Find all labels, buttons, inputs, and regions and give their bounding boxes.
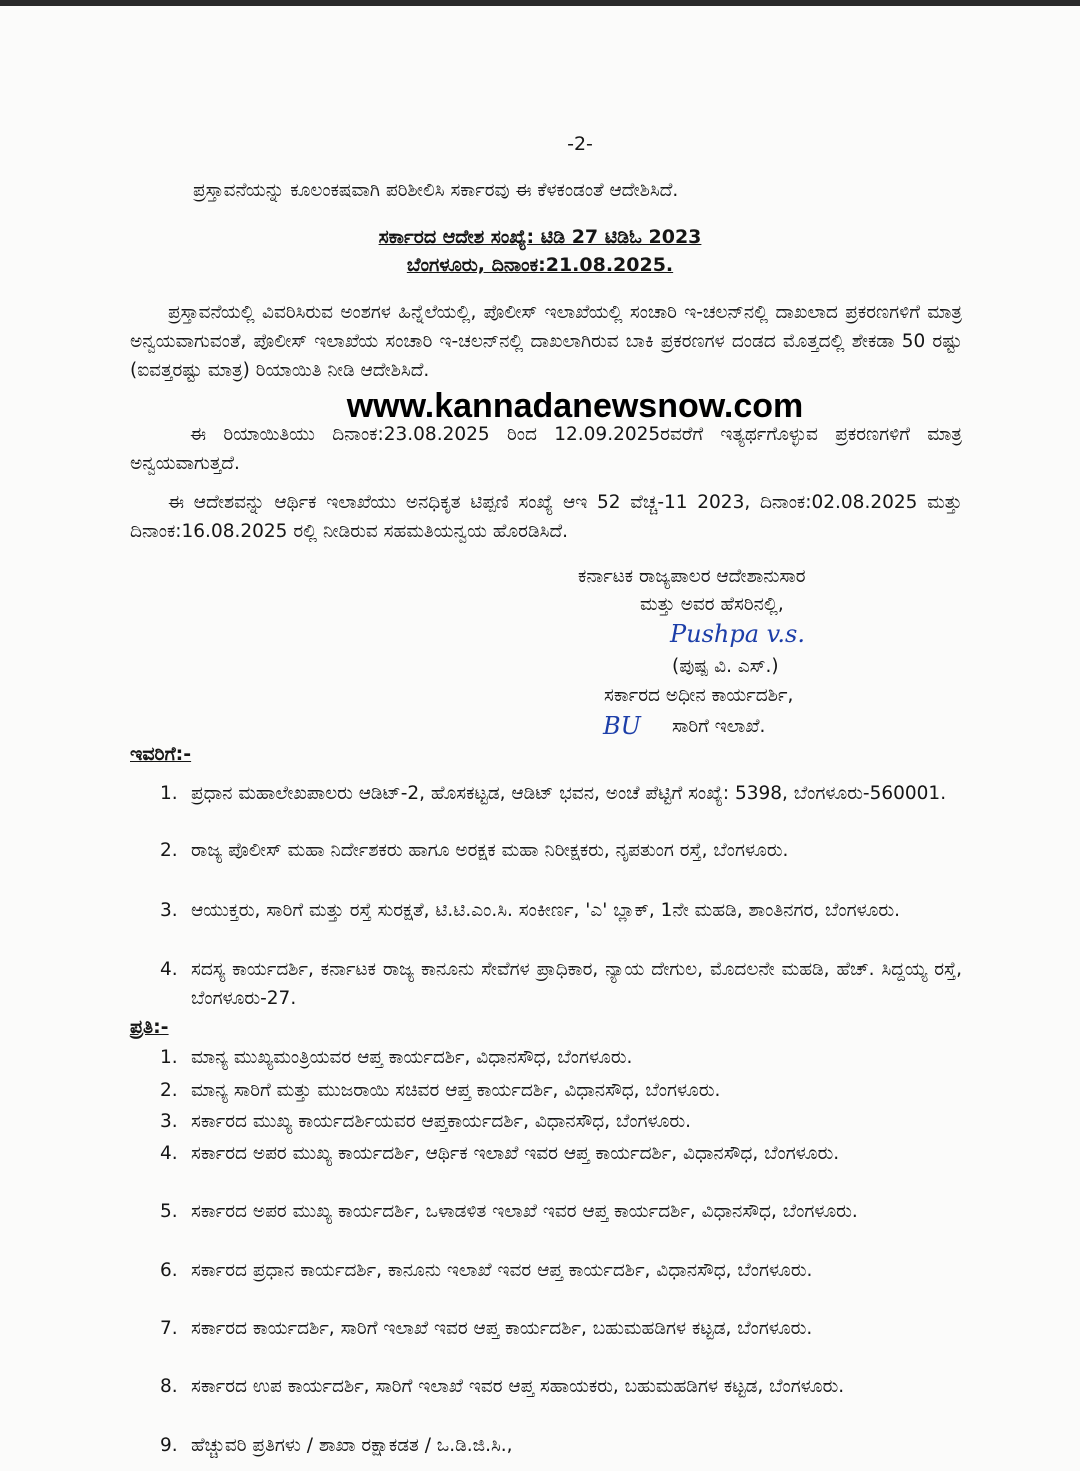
copy-item [160, 1043, 962, 1072]
item-number: 9. [160, 1435, 178, 1456]
top-edge-bar [0, 0, 1080, 6]
signatory-designation: ಸರ್ಕಾರದ ಅಧೀನ ಕಾರ್ಯದರ್ಶಿ, [604, 685, 794, 706]
item-number: 6. [160, 1260, 178, 1281]
handwritten-initials: BU [603, 712, 641, 740]
item-text: ರಾಜ್ಯ ಪೊಲೀಸ್ ಮಹಾ ನಿರ್ದೇಶಕರು ಹಾಗೂ ಅರಕ್ಷಕ ಮಹಾ ನಿರೀಕ್ಷಕರು, ನೃಪತುಂಗ ರಸ್ತೆ, ಬೆಂಗಳೂರು. [191, 840, 789, 861]
copy-item [160, 1431, 962, 1460]
order-number-title: ಸರ್ಕಾರದ ಆದೇಶ ಸಂಖ್ಯೆ: ಟಿಡಿ 27 ಟಿಡಿಓ 2023 [378, 226, 702, 248]
item-text: ಮಾನ್ಯ ಮುಖ್ಯಮಂತ್ರಿಯವರ ಆಪ್ತ ಕಾರ್ಯದರ್ಶಿ, ವಿಧಾನಸೌಧ, ಬೆಂಗಳೂರು. [191, 1047, 633, 1068]
item-text: ಸರ್ಕಾರದ ಅಪರ ಮುಖ್ಯ ಕಾರ್ಯದರ್ಶಿ, ಒಳಾಡಳಿತ ಇಲಾಖೆ ಇವರ ಆಪ್ತ ಕಾರ್ಯದರ್ಶಿ, ವಿಧಾನಸೌಧ, ಬೆಂಗಳೂರು. [191, 1201, 858, 1222]
copy-item [160, 1372, 962, 1401]
recipient-item [160, 896, 962, 925]
item-number: 4. [160, 959, 178, 980]
copy-item [160, 1076, 962, 1105]
item-number: 2. [160, 1080, 178, 1101]
recipient-item [160, 836, 962, 865]
order-paragraph-3: ಈ ಆದೇಶವನ್ನು ಆರ್ಥಿಕ ಇಲಾಖೆಯು ಅನಧಿಕೃತ ಟಿಪ್ಪಣಿ ಸಂಖ್ಯೆ ಆಇ 52 ವೆಚ್ಚ-11 2023, ದಿನಾಂಕ:02.08.2025 ಮತ್ತು ದಿನಾಂಕ:16.08.2025 ರಲ್ಲಿ ನೀಡಿರುವ ಸಹಮತಿಯನ್ವಯ ಹೊರಡಿಸಿದೆ. [130, 492, 962, 542]
item-text: ಸದಸ್ಯ ಕಾರ್ಯದರ್ಶಿ, ಕರ್ನಾಟಕ ರಾಜ್ಯ ಕಾನೂನು ಸೇವೆಗಳ ಪ್ರಾಧಿಕಾರ, ನ್ಯಾಯ ದೇಗುಲ, ಮೊದಲನೇ ಮಹಡಿ, ಹೆಚ್. ಸಿದ್ದಯ್ಯ ರಸ್ತೆ, ಬೆಂಗಳೂರು-27. [191, 959, 962, 1009]
order-paragraph-1: ಪ್ರಸ್ತಾವನೆಯಲ್ಲಿ ವಿವರಿಸಿರುವ ಅಂಶಗಳ ಹಿನ್ನೆಲೆಯಲ್ಲಿ, ಪೊಲೀಸ್ ಇಲಾಖೆಯಲ್ಲಿ ಸಂಚಾರಿ ಇ-ಚಲನ್‌ನಲ್ಲಿ ದಾಖಲಾದ ಪ್ರಕರಣಗಳಿಗೆ ಮಾತ್ರ ಅನ್ವಯವಾಗುವಂತೆ, ಪೊಲೀಸ್ ಇಲಾಖೆಯ ಸಂಚಾರಿ ಇ-ಚಲನ್‌ನಲ್ಲಿ ದಾಖಲಾಗಿರುವ ಬಾಕಿ ಪ್ರಕರಣಗಳ ದಂಡದ ಮೊತ್ತದಲ್ಲಿ ಶೇಕಡಾ 50 ರಷ್ಟು (ಐವತ್ತರಷ್ಟು ಮಾತ್ರ) ರಿಯಾಯಿತಿ ನೀಡಿ ಆದೇಶಿಸಿದೆ. [130, 302, 962, 381]
copy-item [160, 1107, 962, 1136]
copy-item [160, 1314, 962, 1343]
signature-name-line: ಮತ್ತು ಅವರ ಹೆಸರಿನಲ್ಲಿ, [640, 594, 784, 615]
handwritten-signature: Pushpa v.s. [670, 620, 805, 648]
item-number: 7. [160, 1318, 178, 1339]
recipient-item [160, 955, 962, 1013]
order-paragraph-2: ಈ ರಿಯಾಯಿತಿಯು ದಿನಾಂಕ:23.08.2025 ರಿಂದ 12.09.2025ರವರೆಗೆ ಇತ್ಯರ್ಥಗೊಳ್ಳುವ ಪ್ರಕರಣಗಳಿಗೆ ಮಾತ್ರ ಅನ್ವಯವಾಗುತ್ತದೆ. [130, 424, 962, 474]
item-text: ಆಯುಕ್ತರು, ಸಾರಿಗೆ ಮತ್ತು ರಸ್ತೆ ಸುರಕ್ಷತೆ, ಟಿ.ಟಿ.ಎಂ.ಸಿ. ಸಂಕೀರ್ಣ, 'ಎ' ಬ್ಲಾಕ್, 1ನೇ ಮಹಡಿ, ಶಾಂತಿನಗರ, ಬೆಂಗಳೂರು. [191, 900, 900, 921]
item-text: ಸರ್ಕಾರದ ಉಪ ಕಾರ್ಯದರ್ಶಿ, ಸಾರಿಗೆ ಇಲಾಖೆ ಇವರ ಆಪ್ತ ಸಹಾಯಕರು, ಬಹುಮಹಡಿಗಳ ಕಟ್ಟಡ, ಬೆಂಗಳೂರು. [191, 1376, 845, 1397]
recipient-item [160, 779, 962, 808]
order-place-date: ಬೆಂಗಳೂರು, ದಿನಾಂಕ:21.08.2025. [406, 254, 674, 276]
website-watermark: www.kannadanewsnow.com [346, 387, 804, 425]
copy-item [160, 1256, 962, 1285]
item-text: ಮಾನ್ಯ ಸಾರಿಗೆ ಮತ್ತು ಮುಜರಾಯಿ ಸಚಿವರ ಆಪ್ತ ಕಾರ್ಯದರ್ಶಿ, ವಿಧಾನಸೌಧ, ಬೆಂಗಳೂರು. [191, 1080, 721, 1101]
signature-authority-line: ಕರ್ನಾಟಕ ರಾಜ್ಯಪಾಲರ ಆದೇಶಾನುಸಾರ [578, 566, 806, 587]
page-number: -2- [567, 133, 593, 155]
item-number: 3. [160, 900, 178, 921]
copy-item [160, 1139, 962, 1168]
item-number: 3. [160, 1111, 178, 1132]
recipients-heading: ಇವರಿಗೆ:- [130, 743, 192, 765]
copies-heading: ಪ್ರತಿ:- [130, 1016, 169, 1038]
copy-item [160, 1197, 962, 1226]
item-number: 2. [160, 840, 178, 861]
item-number: 5. [160, 1201, 178, 1222]
item-text: ಪ್ರಧಾನ ಮಹಾಲೇಖಪಾಲರು ಆಡಿಟ್-2, ಹೊಸಕಟ್ಟಡ, ಆಡಿಟ್ ಭವನ, ಅಂಚೆ ಪೆಟ್ಟಿಗೆ ಸಂಖ್ಯೆ: 5398, ಬೆಂಗಳೂರು-560001. [191, 783, 947, 804]
item-text: ಹೆಚ್ಚುವರಿ ಪ್ರತಿಗಳು / ಶಾಖಾ ರಕ್ಷಾಕಡತ / ಒ.ಡಿ.ಜಿ.ಸಿ., [191, 1435, 513, 1456]
signatory-department: ಸಾರಿಗೆ ಇಲಾಖೆ. [672, 716, 766, 737]
item-number: 1. [160, 783, 178, 804]
item-text: ಸರ್ಕಾರದ ಪ್ರಧಾನ ಕಾರ್ಯದರ್ಶಿ, ಕಾನೂನು ಇಲಾಖೆ ಇವರ ಆಪ್ತ ಕಾರ್ಯದರ್ಶಿ, ವಿಧಾನಸೌಧ, ಬೆಂಗಳೂರು. [191, 1260, 813, 1281]
item-text: ಸರ್ಕಾರದ ಮುಖ್ಯ ಕಾರ್ಯದರ್ಶಿಯವರ ಆಪ್ತಕಾರ್ಯದರ್ಶಿ, ವಿಧಾನಸೌಧ, ಬೆಂಗಳೂರು. [191, 1111, 691, 1132]
item-number: 4. [160, 1143, 178, 1164]
item-text: ಸರ್ಕಾರದ ಅಪರ ಮುಖ್ಯ ಕಾರ್ಯದರ್ಶಿ, ಆರ್ಥಿಕ ಇಲಾಖೆ ಇವರ ಆಪ್ತ ಕಾರ್ಯದರ್ಶಿ, ವಿಧಾನಸೌಧ, ಬೆಂಗಳೂರು. [191, 1143, 840, 1164]
item-text: ಸರ್ಕಾರದ ಕಾರ್ಯದರ್ಶಿ, ಸಾರಿಗೆ ಇಲಾಖೆ ಇವರ ಆಪ್ತ ಕಾರ್ಯದರ್ಶಿ, ಬಹುಮಹಡಿಗಳ ಕಟ್ಟಡ, ಬೆಂಗಳೂರು. [191, 1318, 813, 1339]
intro-line: ಪ್ರಸ್ತಾವನೆಯನ್ನು ಕೂಲಂಕಷವಾಗಿ ಪರಿಶೀಲಿಸಿ ಸರ್ಕಾರವು ಈ ಕೆಳಕಂಡಂತೆ ಆದೇಶಿಸಿದೆ. [193, 180, 679, 201]
item-number: 8. [160, 1376, 178, 1397]
signatory-name: (ಪುಷ್ಪ ವಿ. ಎಸ್.) [672, 656, 779, 677]
item-number: 1. [160, 1047, 178, 1068]
